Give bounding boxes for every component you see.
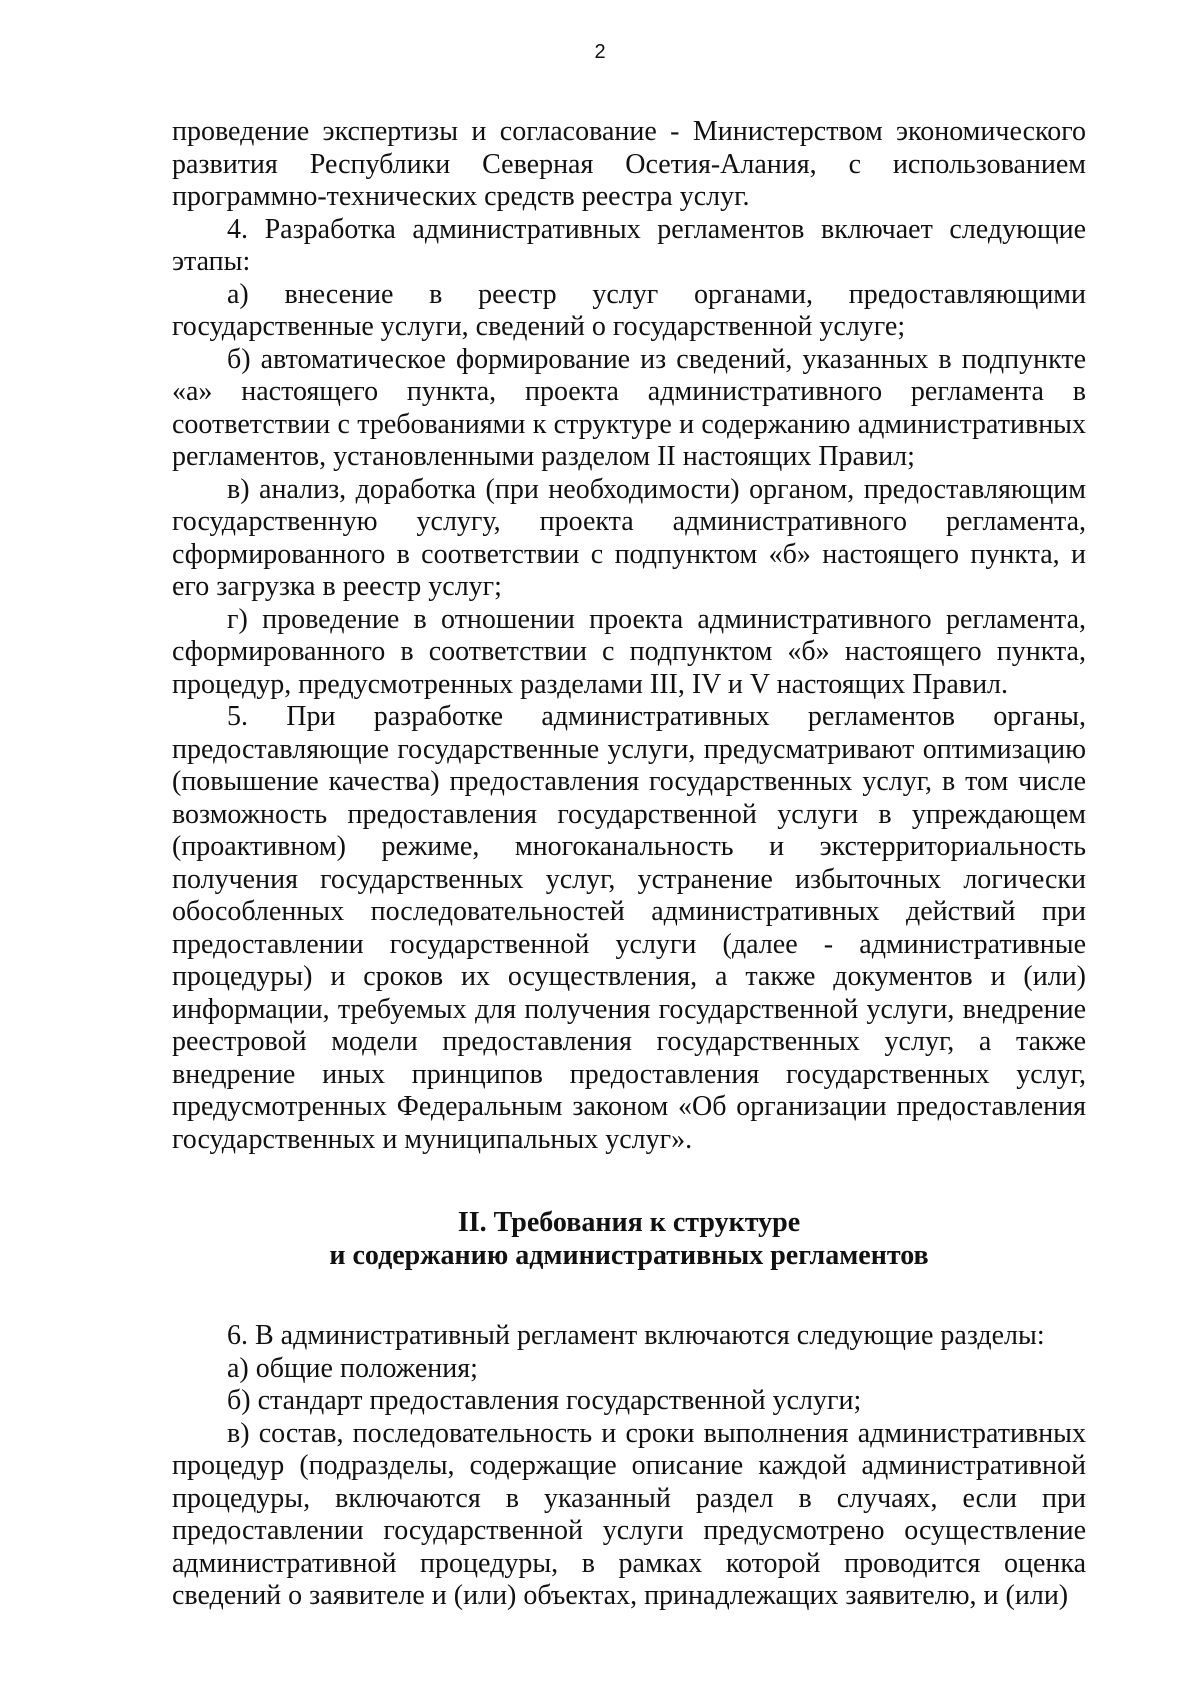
paragraph-continuation: проведение экспертизы и согласование - Министерством экономического развития Республики Северная Осетия-Алания, с использованием программно-технических средств реестра услуг.	[172, 116, 1086, 212]
paragraph-item-5: 5. При разработке административных регламентов органы, предоставляющие государственные услуги, предусматривают оптимизацию (повышение качества) предоставления государственных услуг, в том числе возможность предоставления государственной услуги в упреждающем (проактивном) режиме, многоканальность и экстерриториальность получения государственных услуг, устранение избыточных логически обособленных последовательностей административных действий при предоставлении государственной услуги (далее - административные процедуры) и сроков их осуществления, а также документов и (или) информации, требуемых для получения государственной услуги, внедрение реестровой модели предоставления государственных услуг, а также внедрение иных принципов предоставления государственных услуг, предусмотренных Федеральным законом «Об организации предоставления государственных и муниципальных услуг».	[172, 701, 1086, 1155]
paragraph-subitem-a-general: а) общие положения;	[227, 1352, 478, 1384]
document-body	[172, 116, 1086, 1613]
paragraph-subitem-v: в) анализ, доработка (при необходимости) органом, предоставляющим государственную услугу, проекта административного регламента, сформированного в соответствии с подпунктом «б» настоящего пункта, и его загрузка в реестр услуг;	[172, 473, 1086, 602]
paragraph-subitem-b-standard: б) стандарт предоставления государственной услуги;	[227, 1385, 862, 1416]
section-heading	[172, 1206, 1086, 1272]
paragraph-subitem-v-procedures: в) состав, последовательность и сроки выполнения административных процедур (подразделы, содержащие описание каждой административной процедуры, включаются в указанный раздел в случаях, если при предоставлении государственной услуги предусмотрено осуществление административной процедуры, в рамках которой проводится оценка сведений о заявителе и (или) объектах, принадлежащих заявителю, и (или)	[172, 1417, 1086, 1611]
paragraph-subitem-a: а) внесение в реестр услуг органами, предоставляющими государственные услуги, сведений о государственной услуге;	[172, 278, 1086, 342]
section-heading-line-1: II. Требования к структуре	[457, 1207, 801, 1238]
page-number: 2	[594, 41, 606, 63]
paragraph-subitem-b: б) автоматическое формирование из сведений, указанных в подпункте «а» настоящего пункта, проекта административного регламента в соответствии с требованиями к структуре и содержанию административных регламентов, установленными разделом II настоящих Правил;	[172, 343, 1086, 472]
section-heading-line-2: и содержанию административных регламентов	[329, 1240, 929, 1271]
paragraph-subitem-g: г) проведение в отношении проекта административного регламента, сформированного в соответствии с подпунктом «б» настоящего пункта, процедур, предусмотренных разделами III, IV и V настоящих Правил.	[172, 603, 1086, 700]
paragraph-item-6: 6. В административный регламент включаются следующие разделы:	[227, 1320, 1045, 1351]
paragraph-item-4: 4. Разработка административных регламентов включает следующие этапы:	[172, 213, 1086, 277]
